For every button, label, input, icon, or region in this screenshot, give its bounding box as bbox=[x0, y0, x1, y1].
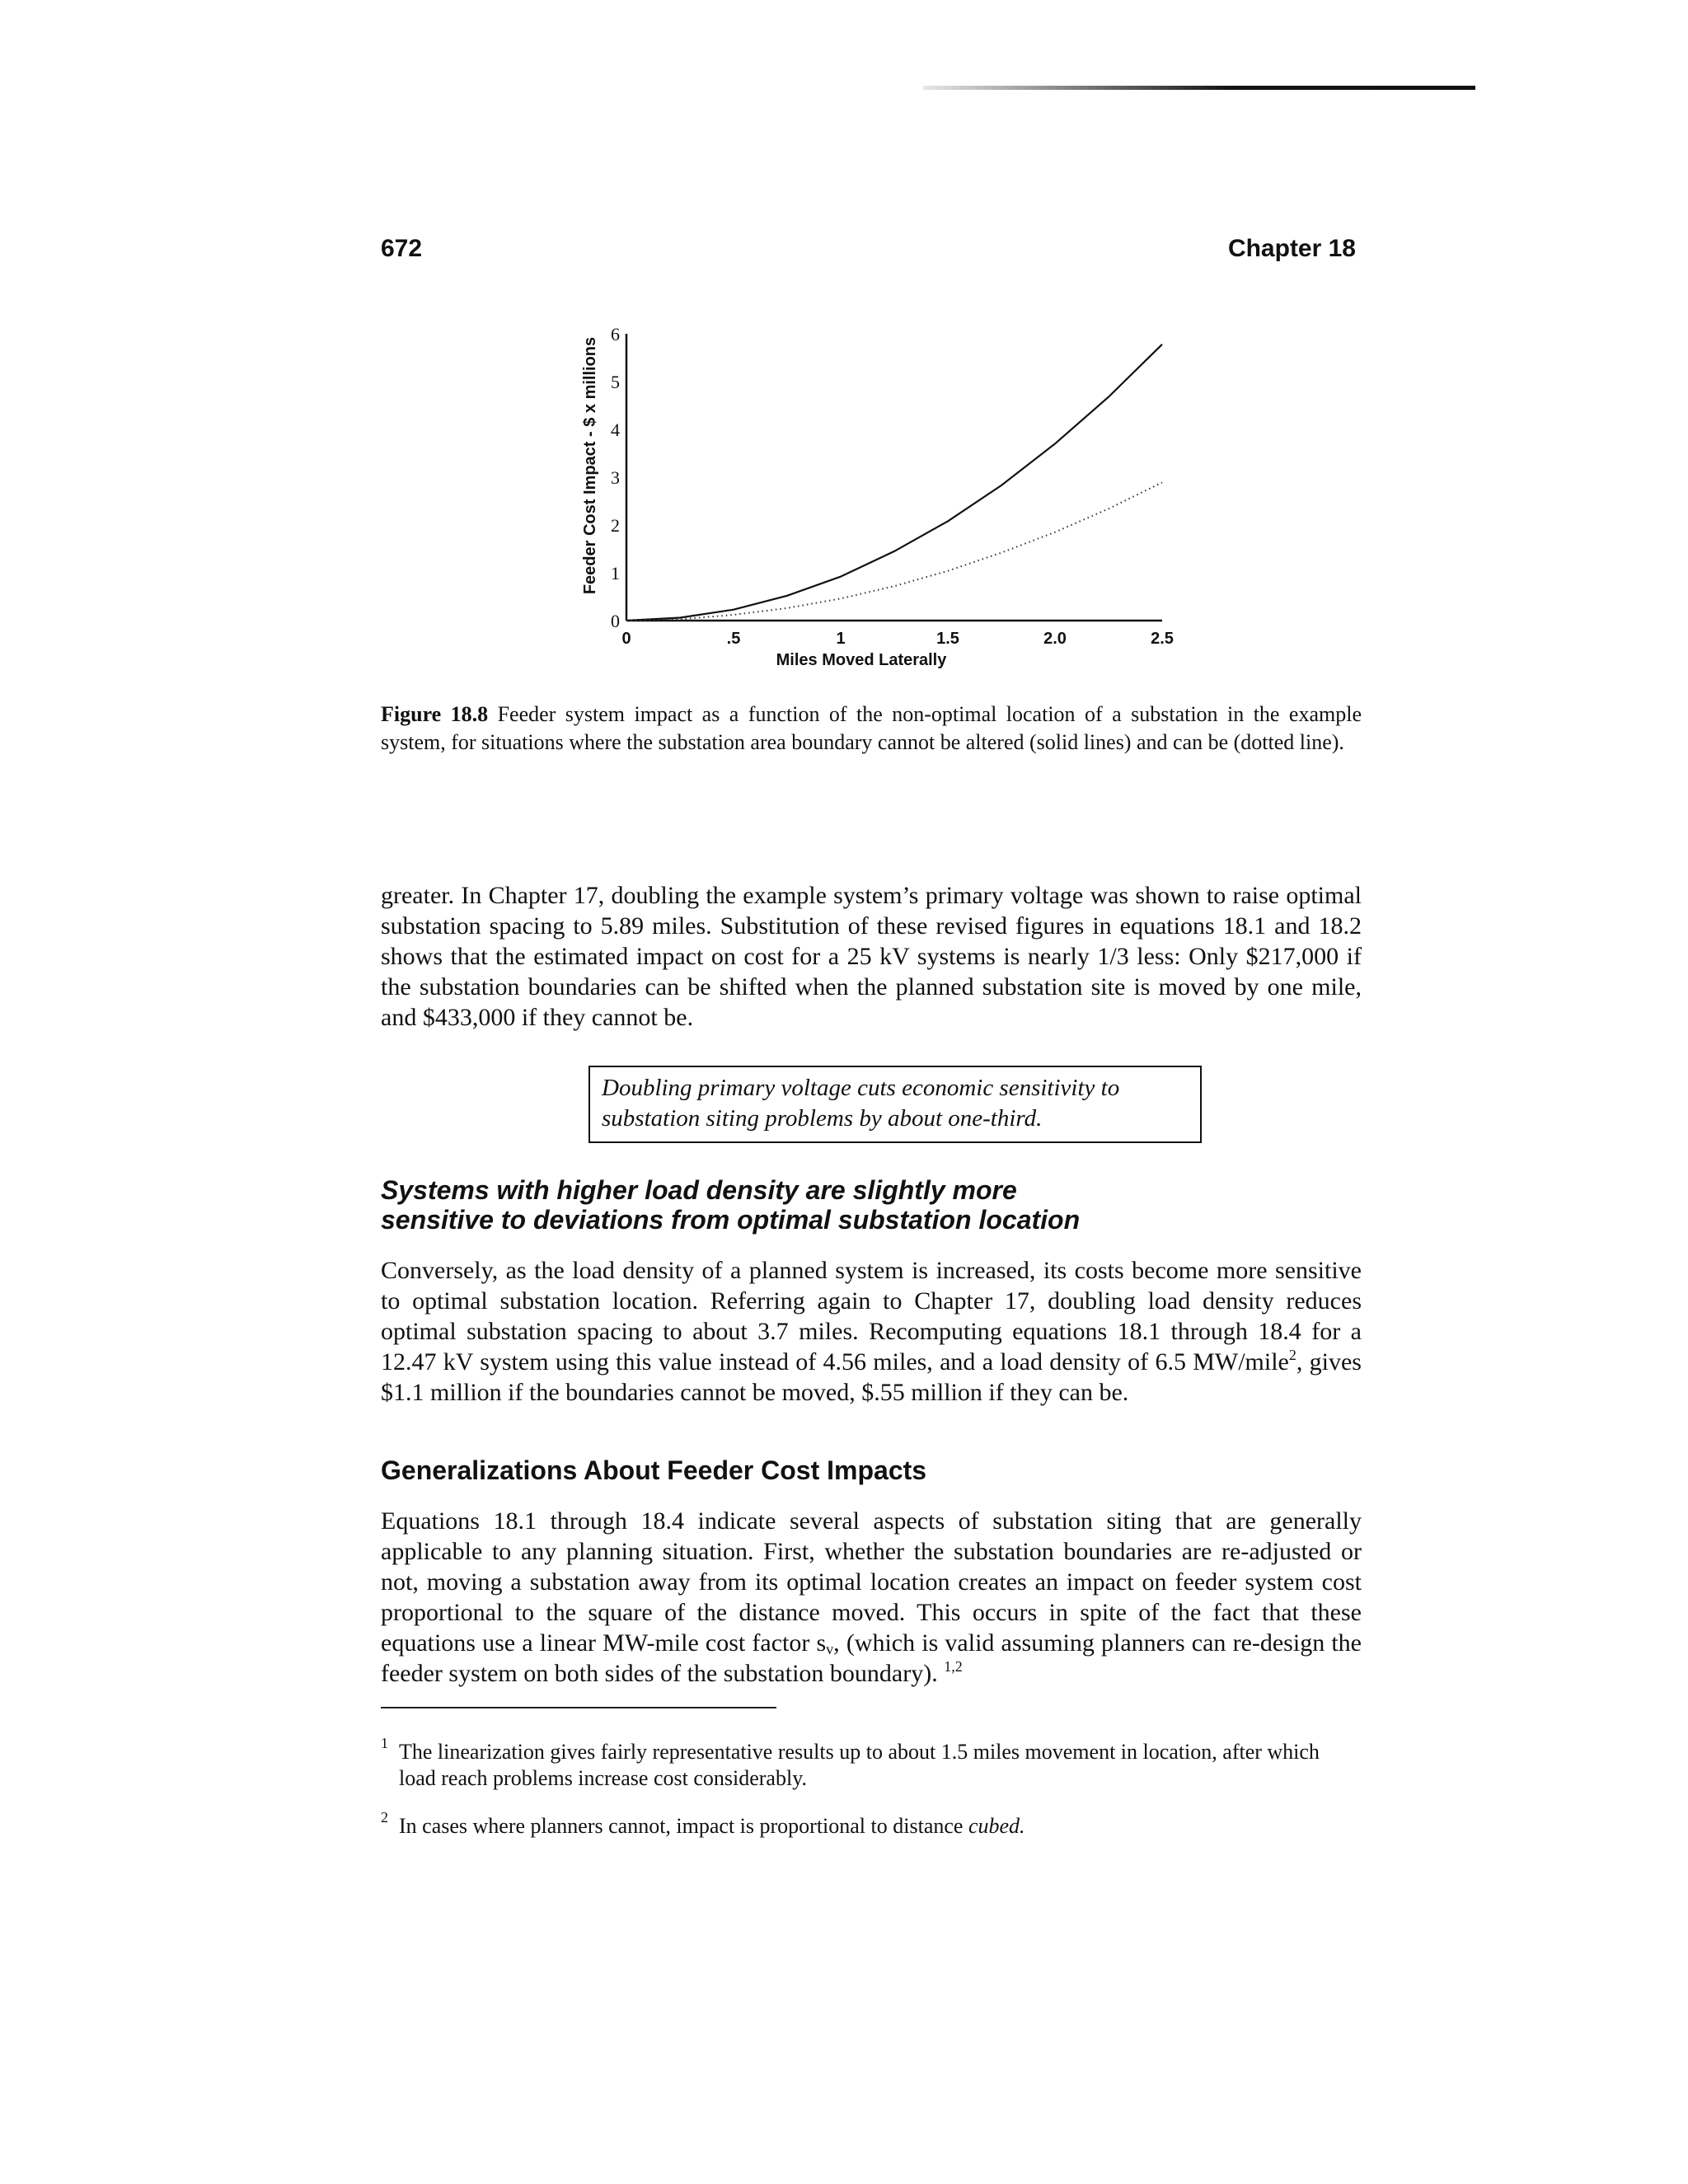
paragraph2-part1: Conversely, as the load density of a planned system is increased, its costs become more sensitive to optimal substation location. Referring again to Chapter 17, doubling load density reduces optimal substation spacing to about 3.7 miles. Recomputing equations 18.1 through 18.4 for a 12.47 kV system using this value instead of 4.56 miles, and a load density of 6.5 MW/mile bbox=[381, 1257, 1362, 1376]
series-solid-line bbox=[626, 344, 1162, 621]
paragraph-generalizations bbox=[381, 1506, 1362, 1689]
footnote-1 bbox=[381, 1735, 1362, 1792]
paragraph-load-density bbox=[381, 1255, 1362, 1408]
paragraph3-part1: Equations 18.1 through 18.4 indicate several aspects of substation siting that are generally applicable to any planning situation. First, whether the substation boundaries are re-adjusted or not, moving a substation away from its optimal location creates an impact on feeder system cost proportional to the square of the distance moved. This occurs in spite of the fact that these equations use a linear MW-mile cost factor s bbox=[381, 1507, 1362, 1657]
paragraph2-superscript: 2 bbox=[1288, 1347, 1296, 1363]
x-tick-label: 1.5 bbox=[936, 630, 959, 648]
footnote-2 bbox=[381, 1809, 1362, 1840]
footnote-1-marker: 1 bbox=[381, 1735, 388, 1751]
figure-caption-text: Feeder system impact as a function of the non-optimal location of a substation in the example system, for situations where the substation area boundary cannot be altered (solid lines) and can be (dotted line). bbox=[381, 702, 1362, 754]
y-ticks bbox=[611, 324, 620, 631]
footnote-2-emphasis: cubed. bbox=[968, 1814, 1025, 1838]
footnote-rule bbox=[381, 1707, 776, 1708]
page-number: 672 bbox=[381, 235, 423, 262]
x-tick-label: 1 bbox=[836, 630, 846, 648]
y-axis-label: Feeder Cost Impact - $ x millions bbox=[581, 336, 599, 595]
y-tick-label: 5 bbox=[611, 372, 620, 392]
section-heading-line2: sensitive to deviations from optimal substation location bbox=[381, 1205, 1081, 1235]
footnote-2-text: In cases where planners cannot, impact is proportional to distance bbox=[399, 1814, 968, 1838]
x-tick-label: 0 bbox=[621, 630, 631, 648]
x-axis-label: Miles Moved Laterally bbox=[776, 651, 947, 669]
y-tick-label: 2 bbox=[611, 515, 620, 536]
paragraph3-part2: , (which is valid assuming planners can re-design the feeder system on both sides of the substation boundary). bbox=[381, 1629, 1362, 1687]
header-rule bbox=[923, 86, 1475, 90]
callout-box: Doubling primary voltage cuts economic sensitivity to substation siting problems by about one-third. bbox=[588, 1066, 1202, 1143]
figure-chart bbox=[560, 317, 1187, 684]
figure-caption bbox=[381, 701, 1362, 757]
y-tick-label: 0 bbox=[611, 611, 620, 631]
figure-label: Figure 18.8 bbox=[381, 702, 489, 726]
x-tick-label: 2.5 bbox=[1151, 630, 1174, 648]
chart-svg bbox=[560, 317, 1187, 680]
x-ticks bbox=[621, 630, 1173, 648]
paragraph3-subscript: v bbox=[826, 1641, 834, 1657]
footnote-1-text: The linearization gives fairly representative results up to about 1.5 miles movement in location, after which load reach problems increase cost considerably. bbox=[399, 1740, 1320, 1790]
subsection-heading: Generalizations About Feeder Cost Impacts bbox=[381, 1455, 927, 1485]
section-heading bbox=[381, 1175, 1205, 1235]
x-tick-label: 2.0 bbox=[1043, 630, 1067, 648]
y-tick-label: 6 bbox=[611, 324, 620, 344]
paragraph3-superscript: 1,2 bbox=[944, 1658, 963, 1675]
y-tick-label: 1 bbox=[611, 563, 620, 583]
chapter-label: Chapter 18 bbox=[1227, 235, 1356, 262]
footnote-2-marker: 2 bbox=[381, 1809, 388, 1825]
paragraph-voltage: greater. In Chapter 17, doubling the example system’s primary voltage was shown to raise optimal substation spacing to 5.89 miles. Substitution of these revised figures in equations 18.1 and 18.2 shows that the estimated impact on cost for a 25 kV systems is nearly 1/3 less: Only $217,000 if the substation boundaries can be shifted when the planned substation site is moved by one mile, and $433,000 if they cannot be. bbox=[381, 882, 1362, 1031]
x-tick-label: .5 bbox=[726, 630, 741, 648]
y-tick-label: 3 bbox=[611, 467, 620, 488]
section-heading-line1: Systems with higher load density are slightly more bbox=[381, 1175, 1017, 1205]
paragraph2-part2: , gives $1.1 million if the boundaries cannot be moved, $.55 million if they can be. bbox=[381, 1348, 1362, 1406]
y-tick-label: 4 bbox=[611, 419, 620, 440]
